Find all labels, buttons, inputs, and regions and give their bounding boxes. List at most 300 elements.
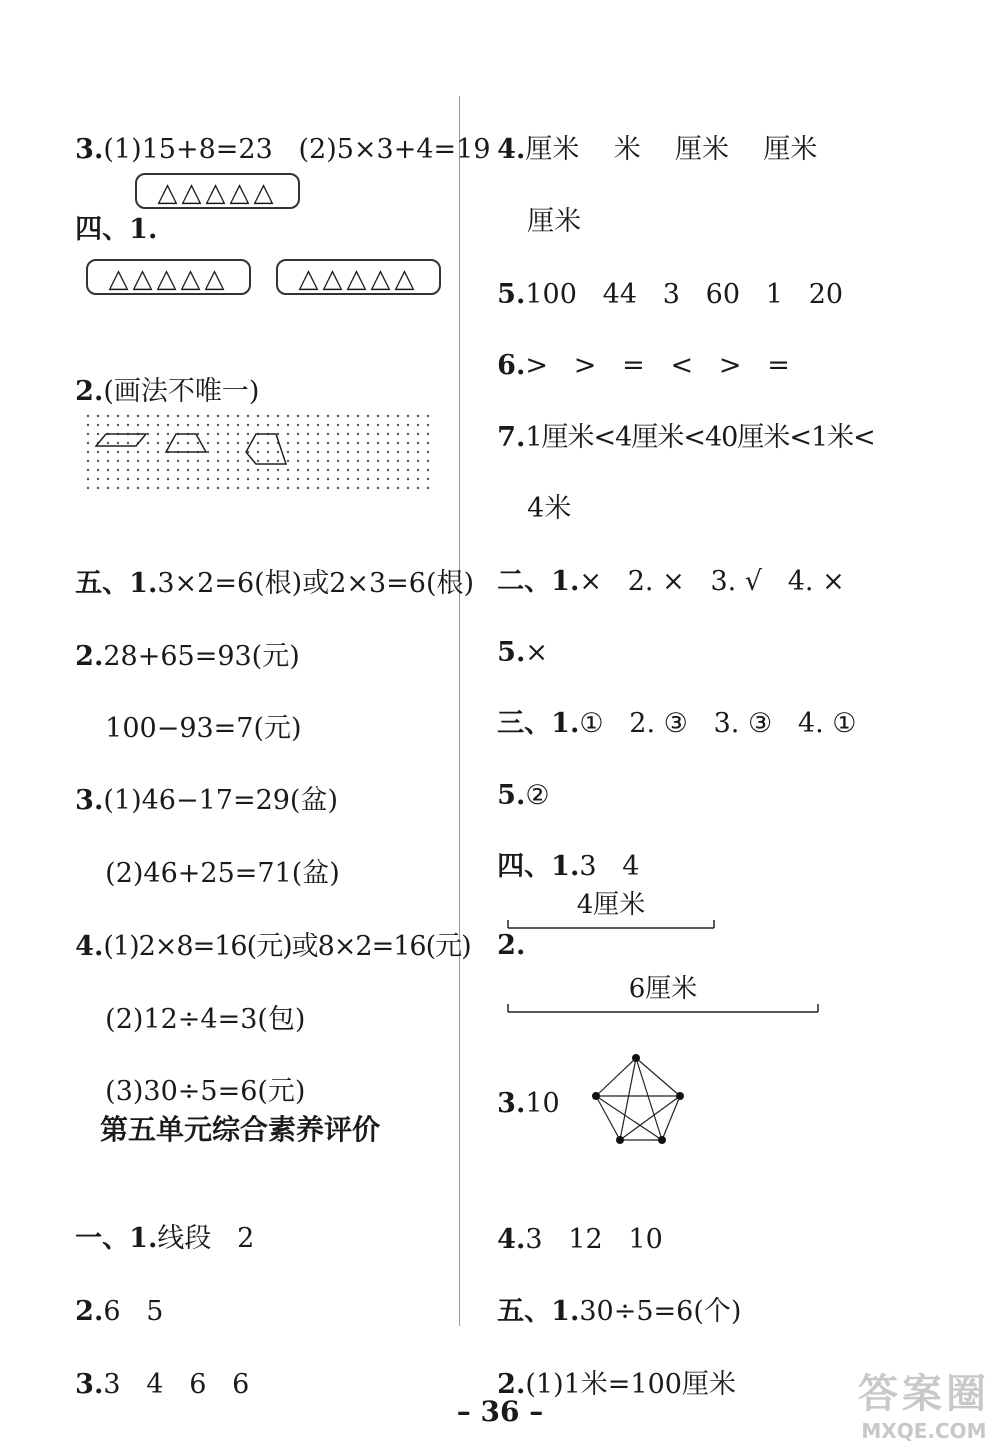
grid-dot — [237, 424, 239, 426]
grid-dot — [267, 460, 269, 462]
grid-dot — [257, 424, 259, 426]
answer-line — [480, 670, 856, 742]
answer-line — [480, 813, 639, 885]
grid-dot — [277, 487, 279, 489]
answer-text: 3×2=6(根)或2×3=6(根) — [157, 568, 475, 599]
grid-dot — [207, 415, 209, 417]
grid-dot — [297, 487, 299, 489]
grid-dot — [247, 487, 249, 489]
grid-dot — [147, 415, 149, 417]
grid-dot — [287, 451, 289, 453]
grid-dot — [187, 415, 189, 417]
grid-dot — [137, 424, 139, 426]
grid-dot — [377, 469, 379, 471]
grid-dot — [107, 424, 109, 426]
grid-dot — [407, 451, 409, 453]
answer-line — [58, 747, 338, 819]
answer-text: × 2. × 3. √ 4. × — [579, 566, 845, 597]
answer-line — [88, 966, 305, 1038]
grid-dot — [207, 469, 209, 471]
answer-text: (2)46+25=71(盆) — [105, 858, 340, 889]
grid-dot — [397, 460, 399, 462]
answer-line — [480, 1258, 741, 1330]
grid-dot — [207, 478, 209, 480]
grid-dot — [227, 442, 229, 444]
grid-dot — [287, 442, 289, 444]
grid-dot — [347, 451, 349, 453]
grid-dot — [377, 478, 379, 480]
answer-text: 1厘米<4厘米<40厘米<1米< — [525, 422, 875, 453]
grid-dot — [297, 451, 299, 453]
grid-dot — [157, 415, 159, 417]
grid-dot — [177, 487, 179, 489]
answer-text: × — [525, 637, 548, 668]
site-watermark — [858, 1362, 990, 1443]
answer-line — [480, 241, 843, 313]
grid-dot — [187, 469, 189, 471]
grid-dot — [317, 442, 319, 444]
grid-dot — [307, 478, 309, 480]
grid-dot — [337, 478, 339, 480]
grid-dot — [167, 487, 169, 489]
answer-text: (3)30÷5=6(元) — [105, 1076, 306, 1107]
grid-dot — [297, 478, 299, 480]
item-number: 6. — [497, 350, 526, 381]
grid-dot — [337, 460, 339, 462]
grid-dot — [297, 469, 299, 471]
grid-dot — [407, 469, 409, 471]
grid-dot — [277, 469, 279, 471]
grid-dot — [157, 442, 159, 444]
grid-dot — [267, 469, 269, 471]
grid-dot — [227, 415, 229, 417]
answer-line — [480, 1186, 663, 1258]
grid-dot — [197, 415, 199, 417]
grid-dot — [237, 487, 239, 489]
grid-dot — [337, 424, 339, 426]
grid-dot — [377, 433, 379, 435]
grid-dot — [147, 487, 149, 489]
grid-dot — [127, 415, 129, 417]
grid-dot — [87, 487, 89, 489]
grid-dot — [137, 460, 139, 462]
grid-dot — [147, 433, 149, 435]
grid-dot — [417, 442, 419, 444]
column-divider — [459, 96, 460, 1326]
grid-dot — [327, 487, 329, 489]
grid-dot — [357, 478, 359, 480]
grid-dot — [427, 424, 429, 426]
item-number: 五、1. — [497, 1296, 580, 1327]
grid-dot — [217, 469, 219, 471]
grid-dot — [357, 442, 359, 444]
grid-dot — [207, 451, 209, 453]
grid-dot — [357, 460, 359, 462]
section-heading: 第五单元综合素养评价 — [100, 1113, 381, 1146]
grid-dot — [317, 487, 319, 489]
item-number: 四、1. — [497, 851, 580, 882]
grid-dot — [167, 460, 169, 462]
grid-dot — [397, 469, 399, 471]
grid-dot — [367, 451, 369, 453]
grid-dot — [277, 478, 279, 480]
grid-dot — [417, 415, 419, 417]
grid-dot — [347, 478, 349, 480]
answer-text: 厘米 — [527, 206, 582, 237]
grid-dot — [177, 460, 179, 462]
answer-line — [480, 96, 817, 168]
grid-dot — [97, 424, 99, 426]
grid-dot — [117, 451, 119, 453]
grid-dot — [377, 415, 379, 417]
grid-dot — [127, 451, 129, 453]
grid-dot — [267, 487, 269, 489]
answer-text: (1)1米=100厘米 — [525, 1369, 736, 1400]
grid-dot — [107, 442, 109, 444]
grid-dot — [87, 460, 89, 462]
grid-dot — [197, 460, 199, 462]
grid-dot — [267, 415, 269, 417]
watermark-logo-text: 答案圈 — [858, 1371, 990, 1417]
grid-dot — [357, 451, 359, 453]
grid-dot — [317, 478, 319, 480]
watermark-url: MXQE.COM — [861, 1419, 987, 1443]
grid-dot — [167, 433, 169, 435]
grid-dot — [307, 433, 309, 435]
grid-dot — [107, 460, 109, 462]
grid-dot — [397, 442, 399, 444]
item-number: 3. — [75, 134, 104, 165]
grid-dot — [247, 469, 249, 471]
grid-dot — [377, 424, 379, 426]
grid-dot — [97, 487, 99, 489]
grid-dot — [267, 478, 269, 480]
grid-dot — [397, 433, 399, 435]
answer-text: 10 — [525, 1088, 560, 1119]
grid-dot — [237, 451, 239, 453]
grid-dot — [387, 433, 389, 435]
grid-dot — [217, 451, 219, 453]
grid-dot — [87, 433, 89, 435]
answer-line — [510, 455, 571, 527]
grid-dot — [257, 487, 259, 489]
grid-dot — [337, 487, 339, 489]
grid-dot — [147, 451, 149, 453]
line-segment-4cm — [506, 918, 718, 932]
grid-dot — [157, 460, 159, 462]
answer-text: (1)2×8=16(元)或8×2=16(元) — [103, 931, 471, 962]
grid-dot — [97, 415, 99, 417]
grid-dot — [427, 433, 429, 435]
answer-line — [480, 384, 875, 456]
grid-dot — [417, 478, 419, 480]
answer-text: (画法不唯一) — [103, 376, 260, 407]
answer-line — [88, 1038, 305, 1110]
grid-dot — [307, 451, 309, 453]
segment-label: 6厘米 — [628, 974, 698, 1004]
grid-dot — [387, 487, 389, 489]
grid-dot — [147, 460, 149, 462]
grid-dot — [307, 487, 309, 489]
grid-dot — [87, 424, 89, 426]
item-number: 4. — [497, 134, 526, 165]
answer-line — [58, 893, 471, 965]
grid-dot — [387, 415, 389, 417]
grid-dot — [147, 478, 149, 480]
grid-dot — [197, 487, 199, 489]
answer-text: ① 2. ③ 3. ③ 4. ① — [579, 708, 857, 739]
pentagon-shape — [246, 434, 286, 464]
grid-dot — [177, 478, 179, 480]
grid-dot — [157, 478, 159, 480]
grid-dot — [247, 460, 249, 462]
grid-dot — [217, 487, 219, 489]
grid-dot — [377, 460, 379, 462]
item-number: 2. — [75, 1296, 104, 1327]
grid-dot — [87, 415, 89, 417]
grid-dot — [217, 433, 219, 435]
item-number: 四、1. — [75, 214, 158, 245]
grid-dot — [407, 460, 409, 462]
pentagon-connections-figure — [588, 1052, 688, 1148]
grid-dot — [307, 460, 309, 462]
grid-dot — [277, 460, 279, 462]
grid-dot — [217, 424, 219, 426]
grid-dot — [417, 469, 419, 471]
grid-dot — [427, 442, 429, 444]
grid-dot — [347, 415, 349, 417]
dot-grid-figure — [84, 412, 440, 492]
grid-dot — [387, 442, 389, 444]
grid-dot — [147, 442, 149, 444]
grid-dot — [297, 433, 299, 435]
grid-dot — [167, 469, 169, 471]
grid-dot — [427, 460, 429, 462]
grid-dot — [127, 469, 129, 471]
grid-dot — [347, 433, 349, 435]
grid-dot — [307, 469, 309, 471]
answer-line — [510, 168, 581, 240]
grid-dot — [197, 469, 199, 471]
grid-dot — [287, 415, 289, 417]
grid-dot — [127, 478, 129, 480]
grid-dot — [227, 460, 229, 462]
grid-dot — [287, 469, 289, 471]
answer-line — [480, 599, 548, 671]
grid-dot — [337, 451, 339, 453]
grid-dot — [417, 433, 419, 435]
grid-dot — [87, 451, 89, 453]
grid-dot — [397, 415, 399, 417]
grid-dot — [237, 460, 239, 462]
answer-line — [58, 96, 491, 168]
grid-dot — [137, 487, 139, 489]
answer-text: 3 12 10 — [525, 1224, 663, 1255]
answer-line — [88, 820, 340, 892]
grid-dot — [147, 424, 149, 426]
item-number: 5. — [497, 780, 526, 811]
grid-dot — [217, 460, 219, 462]
grid-dot — [117, 487, 119, 489]
answer-text: 3 4 6 6 — [103, 1369, 250, 1400]
answer-line — [58, 530, 474, 602]
grid-dot — [197, 478, 199, 480]
grid-dot — [317, 469, 319, 471]
grid-dot — [247, 415, 249, 417]
grid-dot — [387, 460, 389, 462]
grid-dot — [127, 487, 129, 489]
grid-dot — [207, 460, 209, 462]
grid-dot — [137, 478, 139, 480]
grid-dot — [187, 478, 189, 480]
grid-dot — [157, 487, 159, 489]
grid-dot — [407, 424, 409, 426]
grid-dot — [257, 460, 259, 462]
grid-dot — [367, 442, 369, 444]
grid-dot — [167, 424, 169, 426]
grid-dot — [267, 451, 269, 453]
grid-dot — [407, 442, 409, 444]
grid-dot — [277, 451, 279, 453]
grid-dot — [227, 469, 229, 471]
item-number: 5. — [497, 279, 526, 310]
grid-dot — [417, 460, 419, 462]
grid-dot — [167, 478, 169, 480]
grid-dot — [367, 469, 369, 471]
grid-dot — [237, 469, 239, 471]
grid-dot — [387, 478, 389, 480]
grid-dot — [347, 469, 349, 471]
grid-dot — [107, 469, 109, 471]
grid-dot — [307, 424, 309, 426]
grid-dot — [327, 424, 329, 426]
grid-dot — [407, 478, 409, 480]
grid-dot — [347, 487, 349, 489]
grid-dot — [297, 415, 299, 417]
grid-dot — [107, 487, 109, 489]
grid-dot — [97, 433, 99, 435]
item-number: 5. — [497, 637, 526, 668]
grid-dot — [257, 442, 259, 444]
grid-dot — [247, 478, 249, 480]
grid-dot — [237, 433, 239, 435]
grid-dot — [217, 415, 219, 417]
grid-dot — [317, 460, 319, 462]
grid-dot — [377, 451, 379, 453]
grid-dot — [347, 424, 349, 426]
grid-dot — [327, 442, 329, 444]
grid-dot — [327, 469, 329, 471]
grid-dot — [427, 487, 429, 489]
grid-dot — [117, 424, 119, 426]
answer-text: 30÷5=6(个) — [579, 1296, 742, 1327]
answer-text: > > = < > = — [525, 350, 790, 381]
grid-dot — [177, 424, 179, 426]
grid-dot — [177, 415, 179, 417]
item-number: 4. — [497, 1224, 526, 1255]
grid-dot — [117, 460, 119, 462]
grid-dot — [177, 469, 179, 471]
grid-dot — [237, 442, 239, 444]
grid-dot — [327, 415, 329, 417]
grid-dot — [307, 442, 309, 444]
grid-dot — [217, 442, 219, 444]
grid-dot — [407, 487, 409, 489]
grid-dot — [297, 442, 299, 444]
item-number: 二、1. — [497, 566, 580, 597]
grid-dot — [277, 433, 279, 435]
item-number: 7. — [497, 422, 526, 453]
answer-text: 6 5 — [103, 1296, 164, 1327]
grid-dot — [107, 415, 109, 417]
grid-dot — [97, 451, 99, 453]
grid-dot — [87, 442, 89, 444]
grid-dot — [247, 433, 249, 435]
grid-dot — [367, 460, 369, 462]
grid-dot — [227, 451, 229, 453]
grid-dot — [327, 478, 329, 480]
grid-dot — [227, 478, 229, 480]
grid-dot — [117, 415, 119, 417]
answer-text: 4米 — [527, 493, 572, 524]
grid-dot — [117, 442, 119, 444]
grid-dot — [287, 478, 289, 480]
item-number: 2. — [497, 930, 526, 961]
triangle-group-box: △△△△△ — [276, 259, 441, 295]
grid-dot — [207, 424, 209, 426]
answer-text: 100−93=7(元) — [105, 713, 302, 744]
grid-dot — [127, 442, 129, 444]
page-number: – 36 – — [456, 1395, 544, 1428]
item-number: 五、1. — [75, 568, 158, 599]
grid-dot — [157, 469, 159, 471]
grid-dot — [367, 424, 369, 426]
grid-dot — [337, 415, 339, 417]
grid-dot — [427, 451, 429, 453]
answer-text: (1)15+8=23 (2)5×3+4=19 — [103, 134, 491, 165]
grid-dot — [187, 424, 189, 426]
grid-dot — [327, 460, 329, 462]
answer-line — [480, 742, 550, 814]
grid-dot — [357, 487, 359, 489]
triangle-group-box: △△△△△ — [86, 259, 251, 295]
grid-dot — [427, 415, 429, 417]
grid-dot — [127, 424, 129, 426]
grid-dot — [87, 469, 89, 471]
grid-dot — [137, 469, 139, 471]
grid-dot — [367, 433, 369, 435]
grid-dot — [417, 487, 419, 489]
grid-dot — [167, 415, 169, 417]
grid-dot — [367, 415, 369, 417]
grid-dot — [267, 442, 269, 444]
grid-dot — [337, 433, 339, 435]
grid-dot — [207, 442, 209, 444]
answer-line — [480, 1331, 736, 1403]
answer-line — [480, 528, 845, 600]
grid-dot — [147, 469, 149, 471]
grid-dot — [257, 451, 259, 453]
grid-dot — [117, 478, 119, 480]
grid-dot — [327, 451, 329, 453]
grid-dot — [377, 442, 379, 444]
grid-dot — [317, 424, 319, 426]
grid-dot — [317, 415, 319, 417]
grid-dot — [87, 478, 89, 480]
grid-dot — [117, 469, 119, 471]
grid-dot — [237, 415, 239, 417]
item-number: 3. — [497, 1088, 526, 1119]
